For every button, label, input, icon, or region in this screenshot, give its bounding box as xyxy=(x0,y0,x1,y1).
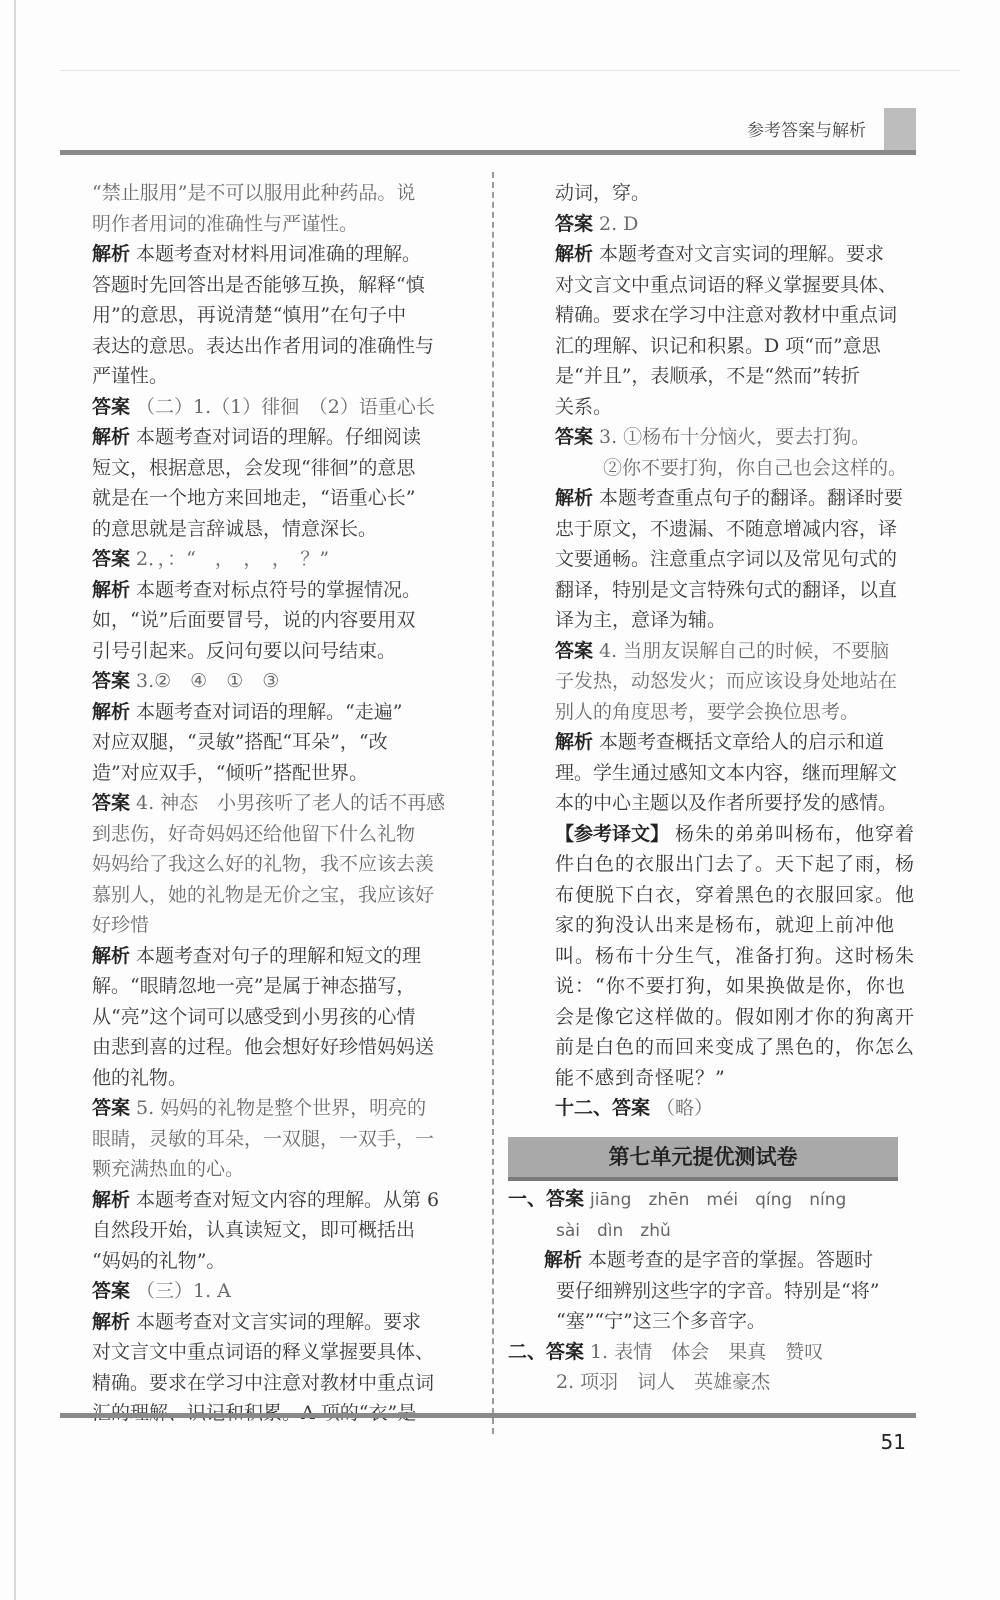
text-line xyxy=(555,544,920,575)
line-text: 叫。杨布十分生气，准备打狗。这时杨朱 xyxy=(555,944,916,967)
section-banner: 第七单元提优测试卷 xyxy=(508,1137,898,1181)
text-line xyxy=(508,1215,908,1246)
text-line xyxy=(555,453,920,484)
line-text: 答题时先回答出是否能够互换，解释“慎 xyxy=(92,273,425,296)
text-line xyxy=(92,788,462,819)
line-text: 本题考查对材料用词准确的理解。 xyxy=(136,243,422,265)
line-text: 件白色的衣服出门去了。天下起了雨，杨 xyxy=(555,853,916,875)
text-line xyxy=(555,209,920,240)
keyword-label: 十二、答案 xyxy=(555,1097,651,1119)
line-text: 颗充满热血的心。 xyxy=(92,1158,245,1180)
text-line xyxy=(92,971,462,1002)
keyword-label: 解析 xyxy=(544,1249,583,1271)
line-text: 本题考查概括文章给人的启示和道 xyxy=(599,731,885,753)
text-line xyxy=(555,1063,920,1094)
line-text: 翻译，特别是文言特殊句式的翻译，以直 xyxy=(555,578,898,601)
line-text: 用”的意思，再说清楚“慎用”在句子中 xyxy=(92,304,407,326)
line-text: 关系。 xyxy=(555,395,613,418)
keyword-label: 解析 xyxy=(92,1310,131,1333)
keyword-label: 答案 xyxy=(546,1188,585,1210)
text-line xyxy=(92,849,462,880)
text-line xyxy=(508,1367,908,1398)
text-line xyxy=(92,1337,462,1368)
keyword-label: 答案 xyxy=(555,639,594,662)
text-line xyxy=(92,575,462,606)
keyword-label: 解析 xyxy=(92,243,131,265)
text-line xyxy=(555,422,920,453)
line-text: （三）1. A xyxy=(136,1280,231,1302)
text-line xyxy=(555,788,920,819)
text-line xyxy=(555,514,920,545)
keyword-label: 解析 xyxy=(92,944,131,967)
question-number: 一、 xyxy=(508,1188,547,1210)
text-line xyxy=(555,1093,920,1124)
line-text: 杨朱的弟弟叫杨布，他穿着 xyxy=(675,822,916,845)
header-rule xyxy=(60,150,916,155)
text-line xyxy=(92,1093,462,1124)
line-text: 4. 神态 小男孩听了老人的话不再感 xyxy=(136,792,446,814)
text-line xyxy=(508,1306,908,1337)
line-text: 本题考查对文言实词的理解。要求 xyxy=(136,1310,422,1333)
text-line xyxy=(92,544,462,575)
text-line xyxy=(92,331,462,362)
text-line xyxy=(555,270,920,301)
text-line xyxy=(92,1215,462,1246)
line-text: 2. 项羽 词人 英雄豪杰 xyxy=(556,1371,771,1393)
line-text: “妈妈的礼物”。 xyxy=(92,1249,226,1272)
line-text: 汇的理解、识记和积累。D 项“而”意思 xyxy=(555,334,881,357)
text-line xyxy=(92,880,462,911)
text-line xyxy=(555,605,920,636)
line-text: sài dìn zhǔ xyxy=(556,1220,671,1241)
text-line xyxy=(555,819,920,850)
header-title: 参考答案与解析 xyxy=(747,121,866,141)
line-text: 3.② ④ ① ③ xyxy=(136,670,280,692)
keyword-label: 解析 xyxy=(92,426,131,448)
line-text: 3. ①杨布十分恼火，要去打狗。 xyxy=(599,426,871,448)
line-text: 是“并且”，表顺承，不是“然而”转折 xyxy=(555,365,860,387)
line-text: 由悲到喜的过程。他会想好好珍惜妈妈送 xyxy=(92,1036,435,1058)
line-text: 眼睛，灵敏的耳朵，一双腿，一双手，一 xyxy=(92,1127,435,1150)
text-line xyxy=(92,392,462,423)
text-line xyxy=(92,1032,462,1063)
header-tab xyxy=(884,108,916,154)
keyword-label: 答案 xyxy=(92,792,131,814)
line-text: 妈妈给了我这么好的礼物，我不应该去羡 xyxy=(92,853,435,875)
text-line xyxy=(555,331,920,362)
text-line xyxy=(555,575,920,606)
line-text: 解。“眼睛忽地一亮”是属于神态描写， xyxy=(92,975,416,997)
keyword-label: 解析 xyxy=(555,243,594,265)
keyword-label: 解析 xyxy=(92,700,131,723)
line-text: 精确。要求在学习中注意对教材中重点词 xyxy=(555,304,898,326)
line-text: 自然段开始，认真读短文，即可概括出 xyxy=(92,1219,416,1241)
text-line xyxy=(92,1185,462,1216)
keyword-label: 答案 xyxy=(92,548,131,570)
text-line xyxy=(555,849,920,880)
line-text: 到悲伤，好奇妈妈还给他留下什么礼物 xyxy=(92,822,416,845)
keyword-label: 答案 xyxy=(92,395,131,418)
text-line xyxy=(92,941,462,972)
line-text: 会是像它这样做的。假如刚才你的狗离开 xyxy=(555,1005,916,1028)
line-text: 本题考查对句子的理解和短文的理 xyxy=(136,944,422,967)
page-number: 51 xyxy=(880,1430,906,1454)
text-line xyxy=(555,910,920,941)
line-text: 造”对应双手，“倾听”搭配世界。 xyxy=(92,761,369,784)
line-text: 就是在一个地方来回地走，“语重心长” xyxy=(92,487,416,509)
text-line xyxy=(555,666,920,697)
text-line xyxy=(92,1368,462,1399)
line-text: 本的中心主题以及作者所要抒发的感情。 xyxy=(555,792,898,814)
keyword-label: 答案 xyxy=(546,1340,585,1363)
text-line xyxy=(555,697,920,728)
line-text: “塞”“宁”这三个多音字。 xyxy=(556,1310,766,1332)
line-text: 1. 表情 体会 果真 赞叹 xyxy=(590,1340,824,1363)
top-rule xyxy=(60,70,960,71)
line-text: 精确。要求在学习中注意对教材中重点词 xyxy=(92,1371,435,1394)
text-line xyxy=(92,1063,462,1094)
line-text: 文要通畅。注意重点字词以及常见句式的 xyxy=(555,548,898,570)
text-line xyxy=(92,1307,462,1338)
line-text: 慕别人，她的礼物是无价之宝，我应该好 xyxy=(92,883,435,906)
keyword-label: 答案 xyxy=(92,1097,131,1119)
line-text: 短文，根据意思，会发现“徘徊”的意思 xyxy=(92,456,416,479)
line-text: 要仔细辨别这些字的字音。特别是“将” xyxy=(556,1279,880,1302)
page-header xyxy=(60,108,916,154)
text-line xyxy=(92,636,462,667)
line-text: 对应双腿，“灵敏”搭配“耳朵”，“改 xyxy=(92,731,388,753)
text-line xyxy=(508,1245,908,1276)
section-content xyxy=(508,1184,908,1398)
line-text: 的意思就是言辞诚恳，情意深长。 xyxy=(92,517,378,540)
line-text: “禁止服用”是不可以服用此种药品。说 xyxy=(92,182,416,204)
line-text: 如，“说”后面要冒号，说的内容要用双 xyxy=(92,609,416,631)
line-text: 本题考查重点句子的翻译。翻译时要 xyxy=(599,487,904,509)
line-text: 对文言文中重点词语的释义掌握要具体、 xyxy=(555,273,898,296)
line-text: 本题考查对文言实词的理解。要求 xyxy=(599,243,885,265)
text-line xyxy=(555,300,920,331)
text-line xyxy=(92,727,462,758)
keyword-label: 答案 xyxy=(92,1280,131,1302)
keyword-label: 解析 xyxy=(555,487,594,509)
line-text: 说：“你不要打狗，如果换做是你，你也 xyxy=(555,975,906,997)
text-line xyxy=(92,1246,462,1277)
line-text: 5. 妈妈的礼物是整个世界，明亮的 xyxy=(136,1097,427,1119)
line-text: 动词，穿。 xyxy=(555,182,651,204)
line-text: 本题考查对短文内容的理解。从第 6 xyxy=(136,1188,440,1211)
line-text: 明作者用词的准确性与严谨性。 xyxy=(92,212,359,235)
line-text: 译为主，意译为辅。 xyxy=(555,609,727,631)
text-line xyxy=(555,361,920,392)
line-text: 本题考查对词语的理解。“走遍” xyxy=(136,700,403,723)
text-line xyxy=(92,514,462,545)
question-number: 二、 xyxy=(508,1340,547,1363)
text-line xyxy=(92,697,462,728)
line-text: 布便脱下白衣，穿着黑色的衣服回家。他 xyxy=(555,883,916,906)
left-column xyxy=(92,178,462,1429)
line-text: 4. 当朋友误解自己的时候，不要脑 xyxy=(599,639,890,662)
text-line xyxy=(508,1337,908,1368)
text-line xyxy=(92,1154,462,1185)
text-line xyxy=(555,727,920,758)
text-line xyxy=(555,483,920,514)
line-text: 子发热，动怒发火；而应该设身处地站在 xyxy=(555,670,898,692)
line-text: 严谨性。 xyxy=(92,365,169,387)
line-text: 表达的意思。表达出作者用词的准确性与 xyxy=(92,334,435,357)
footer-rule xyxy=(60,1413,916,1418)
page-edge xyxy=(14,0,16,1600)
line-text: 本题考查对标点符号的掌握情况。 xyxy=(136,578,422,601)
keyword-label: 答案 xyxy=(92,670,131,692)
right-column xyxy=(555,178,920,1124)
text-line xyxy=(92,361,462,392)
line-text: 本题考查对词语的理解。仔细阅读 xyxy=(136,426,422,448)
text-line xyxy=(92,178,462,209)
line-text: 2．，：“ ， ， ， ？” xyxy=(136,548,330,570)
text-line xyxy=(555,971,920,1002)
text-line xyxy=(92,422,462,453)
line-text: （二）1.（1）徘徊 （2）语重心长 xyxy=(136,395,435,418)
text-line xyxy=(92,239,462,270)
text-line xyxy=(92,758,462,789)
text-line xyxy=(555,178,920,209)
line-text: 别人的角度思考，要学会换位思考。 xyxy=(555,700,860,723)
line-text: ②你不要打狗，你自己也会这样的。 xyxy=(603,456,908,479)
text-line xyxy=(92,910,462,941)
text-line xyxy=(555,1032,920,1063)
keyword-label: 答案 xyxy=(555,426,594,448)
text-line xyxy=(508,1276,908,1307)
text-line xyxy=(508,1184,908,1215)
line-text: 理。学生通过感知文本内容，继而理解文 xyxy=(555,761,898,784)
text-line xyxy=(92,666,462,697)
line-text: （略） xyxy=(656,1097,714,1119)
keyword-label: 解析 xyxy=(555,731,594,753)
column-divider xyxy=(492,172,494,1434)
line-text: 对文言文中重点词语的释义掌握要具体、 xyxy=(92,1341,435,1363)
text-line xyxy=(92,209,462,240)
text-line xyxy=(555,880,920,911)
text-line xyxy=(555,239,920,270)
line-text: 好珍惜 xyxy=(92,914,150,936)
keyword-label: 【参考译文】 xyxy=(555,822,670,845)
text-line xyxy=(92,483,462,514)
text-line xyxy=(555,1002,920,1033)
keyword-label: 解析 xyxy=(92,1188,131,1211)
line-text: 前是白色的而回来变成了黑色的，你怎么 xyxy=(555,1036,916,1058)
text-line xyxy=(92,1002,462,1033)
text-line xyxy=(555,392,920,423)
line-text: 家的狗没认出来是杨布，就迎上前冲他 xyxy=(555,914,896,936)
text-line xyxy=(92,270,462,301)
text-line xyxy=(92,1276,462,1307)
line-text: 2. D xyxy=(599,212,639,235)
text-line xyxy=(92,819,462,850)
line-text: jiāng zhēn méi qíng níng xyxy=(590,1190,847,1210)
line-text: 本题考查的是字音的掌握。答题时 xyxy=(588,1249,874,1271)
line-text: 从“亮”这个词可以感受到小男孩的心情 xyxy=(92,1005,416,1028)
text-line xyxy=(555,758,920,789)
text-line xyxy=(555,636,920,667)
line-text: 忠于原文，不遗漏、不随意增减内容，译 xyxy=(555,517,898,540)
line-text: 他的礼物。 xyxy=(92,1066,188,1089)
keyword-label: 答案 xyxy=(555,212,594,235)
text-line xyxy=(92,1124,462,1155)
line-text: 引号引起来。反问句要以问号结束。 xyxy=(92,639,397,662)
text-line xyxy=(92,453,462,484)
text-line xyxy=(92,300,462,331)
text-line xyxy=(92,605,462,636)
keyword-label: 解析 xyxy=(92,578,131,601)
line-text: 能不感到奇怪呢？” xyxy=(555,1066,726,1089)
text-line xyxy=(555,941,920,972)
